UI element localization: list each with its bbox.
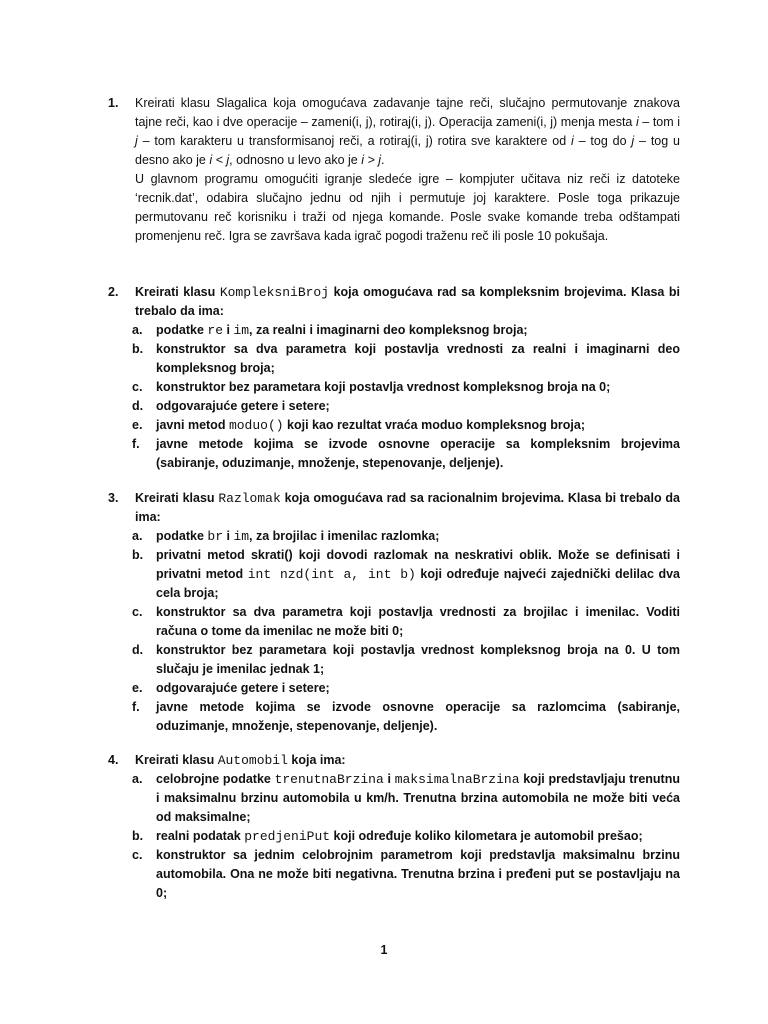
list-item: d. odgovarajuće getere i setere; [132, 399, 330, 413]
list-item: a. celobrojne podatke trenutnaBrzina i maksimalnaBrzina koji predstavljaju trenutnu i maksimalnu brzinu automobila u km/h. Trenutna brzina automobila ne može biti veća od maksimalne; [132, 772, 680, 824]
list-item: b. realni podatak predjeniPut koji određuje koliko kilometara je automobil prešao; [132, 829, 643, 844]
task-1-description: Kreirati klasu Slagalica koja omogućava zadavanje tajne reči, slučajno permutovanje znakova tajne reči, kao i dve operacije – zameni(i, j), rotiraj(i, j). Operacija zameni(i, j) menja mesta i – tom i j – tom karakteru u transformisanoj reči, a rotiraj(i, j) rotira sve karaktere od i – tog do j – tog u desno ako je i < j, odnosno u levo ako je i > j. [135, 96, 680, 167]
list-item: f. javne metode kojima se izvode osnovne operacije sa kompleksnim brojevima (sabiranje, oduzimanje, množenje, stepenovanje, deljenje). [132, 437, 680, 470]
task-4-list [108, 770, 680, 903]
list-item: c. konstruktor sa dva parametra koji postavlja vrednosti za brojilac i imenilac. Voditi računa o tome da imenilac ne može biti 0; [132, 605, 680, 638]
list-item: a. podatke re i im, za realni i imaginarni deo kompleksnog broja; [132, 323, 528, 338]
list-item: b. konstruktor sa dva parametra koji postavlja vrednosti za realni i imaginarni deo kompleksnog broja; [132, 342, 680, 375]
task-number: 3. [108, 491, 119, 505]
task-number: 2. [108, 285, 119, 299]
task-2 [108, 283, 680, 473]
task-1-game-description: U glavnom programu omogućiti igranje sledeće igre – kompjuter učitava niz reči iz datoteke ‘recnik.dat’, odabira slučajno jednu od njih i permutuje joj karaktere. Posle toga prikazuje permutovanu reč korisniku i traži od njega komande. Posle svake komande treba odštampati promenjenu reč. Igra se završava kada igrač pogodi traženu reč ili posle 10 pokušaja. [135, 172, 680, 243]
task-2-list [108, 321, 680, 473]
list-item: f. javne metode kojima se izvode osnovne operacije sa razlomcima (sabiranje, oduzimanje, množenje, stepenovanje, deljenje). [132, 700, 680, 733]
task-4-intro: Kreirati klasu Automobil koja ima: [135, 753, 346, 768]
task-2-intro: Kreirati klasu KompleksniBroj koja omogućava rad sa kompleksnim brojevima. Klasa bi trebalo da ima: [135, 285, 680, 318]
task-3-intro: Kreirati klasu Razlomak koja omogućava rad sa racionalnim brojevima. Klasa bi trebalo da ima: [135, 491, 680, 524]
list-item: c. konstruktor sa jednim celobrojnim parametrom koji predstavlja maksimalnu brzinu automobila. Ona ne može biti negativna. Trenutna brzina i pređeni put se postavljaju na 0; [132, 848, 680, 900]
class-name: KompleksniBroj [219, 285, 330, 300]
task-3 [108, 489, 680, 736]
list-item: a. podatke br i im, za brojilac i imenilac razlomka; [132, 529, 440, 544]
task-number: 4. [108, 753, 119, 767]
task-number: 1. [108, 96, 119, 110]
class-name: Razlomak [218, 491, 281, 506]
task-1 [108, 94, 680, 246]
list-item: d. konstruktor bez parametara koji postavlja vrednost kompleksnog broja na 0. U tom slučaju je imenilac jednak 1; [132, 643, 680, 676]
list-item: e. odgovarajuće getere i setere; [132, 681, 330, 695]
class-name: Automobil [217, 753, 288, 768]
task-4 [108, 751, 680, 903]
list-item: b. privatni metod skrati() koji dovodi razlomak na neskrativi oblik. Može se definisati i privatni metod int nzd(int a, int b) koji određuje najveći zajednički delilac dva cela broja; [132, 548, 680, 600]
list-item: e. javni metod moduo() koji kao rezultat vraća moduo kompleksnog broja; [132, 418, 586, 433]
list-item: c. konstruktor bez parametara koji postavlja vrednost kompleksnog broja na 0; [132, 380, 611, 394]
task-3-list [108, 527, 680, 736]
page-number: 1 [380, 943, 388, 957]
